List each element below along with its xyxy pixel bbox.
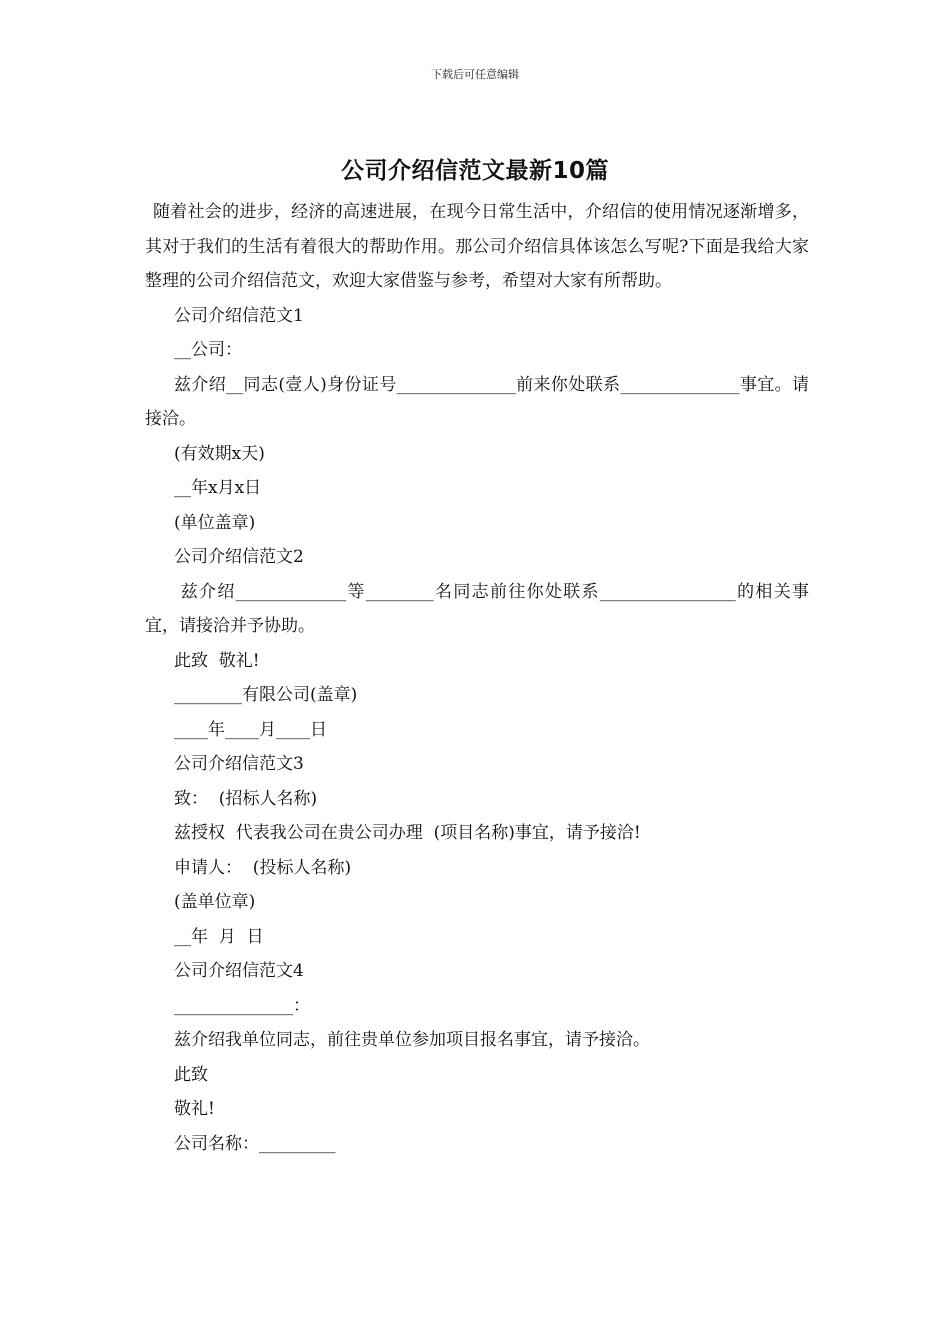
header-note: 下载后可任意编辑 <box>431 68 519 81</box>
sample4-closing-2: 敬礼! <box>174 1099 215 1119</box>
document-title: 公司介绍信范文最新10篇 <box>340 158 609 184</box>
sample1-heading: 公司介绍信范文1 <box>174 305 304 326</box>
sample4-addressee: ______________： <box>174 995 310 1016</box>
sample3-seal: (盖单位章) <box>174 892 256 912</box>
sample3-applicant: 申请人： (投标人名称) <box>174 857 352 878</box>
sample4-body: 兹介绍我单位同志，前往贵单位参加项目报名事宜，请予接洽。 <box>174 1030 650 1050</box>
sample3-body: 兹授权 代表我公司在贵公司办理 (项目名称)事宜，请予接洽! <box>174 823 641 843</box>
sample1-addressee: __公司： <box>174 340 242 360</box>
sample2-heading: 公司介绍信范文2 <box>174 547 304 567</box>
sample1-seal: (单位盖章) <box>174 512 256 533</box>
sample1-validity: (有效期x天) <box>174 443 265 464</box>
sample2-closing: 此致 敬礼! <box>174 650 260 671</box>
sample2-company: ________有限公司(盖章) <box>174 685 358 705</box>
sample1-body: 兹介绍__同志(壹人)身份证号______________前来你处联系______________事宜。请接洽。 <box>145 374 809 429</box>
document-body <box>145 195 809 1161</box>
sample4-heading: 公司介绍信范文4 <box>174 961 304 981</box>
sample4-closing-1: 此致 <box>174 1064 208 1085</box>
sample4-company: 公司名称：_________ <box>174 1133 336 1154</box>
intro-paragraph: 随着社会的进步，经济的高速进展，在现今日常生活中，介绍信的使用情况逐渐增多，其对于我们的生活有着很大的帮助作用。那公司介绍信具体该怎么写呢?下面是我给大家整理的公司介绍信范文，欢迎大家借鉴与参考，希望对大家有所帮助。 <box>145 202 809 291</box>
sample3-date: __年 月 日 <box>174 926 264 947</box>
sample2-body: 兹介绍_____________等________名同志前往你处联系________________的相关事宜，请接洽并予协助。 <box>145 581 810 636</box>
sample2-date: ____年____月____日 <box>174 719 327 740</box>
sample3-heading: 公司介绍信范文3 <box>174 754 304 774</box>
sample1-date: __年x月x日 <box>174 478 262 498</box>
sample3-to: 致： (招标人名称) <box>174 788 318 809</box>
